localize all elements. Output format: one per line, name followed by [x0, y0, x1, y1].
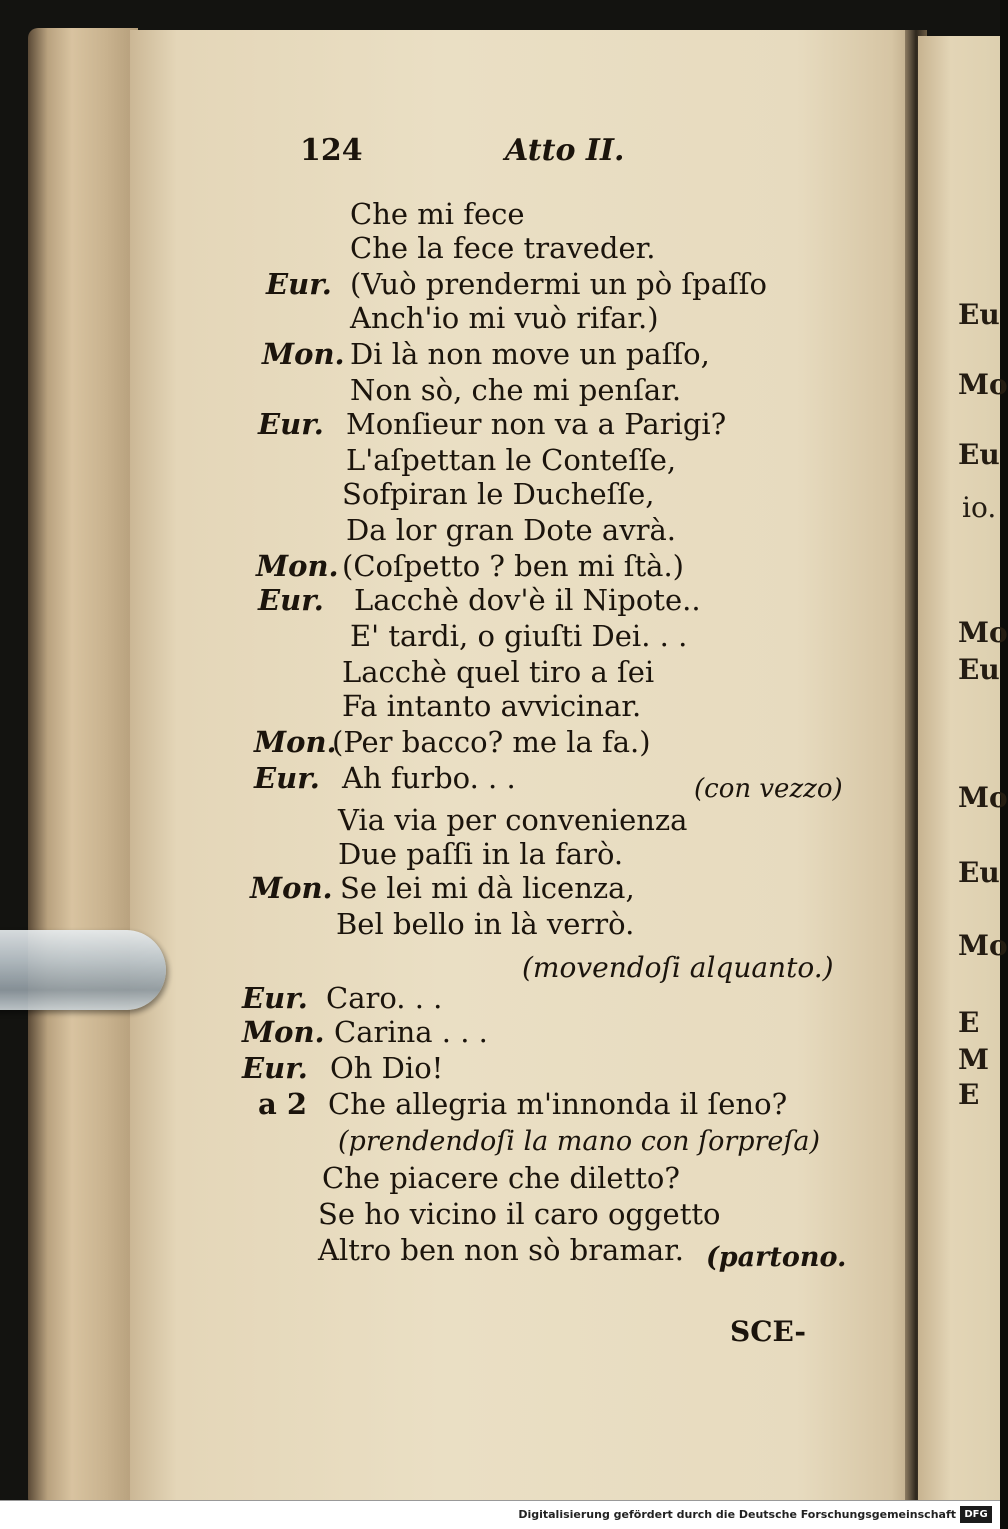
funding-credit: Digitalisierung gefördert durch die Deutsche Forschungsgemeinschaft: [518, 1508, 956, 1521]
stage-direction: (prendendoſi la mano con ſorpreſa): [338, 1126, 821, 1157]
verse-line: E' tardi, o giuſti Dei. . .: [350, 619, 688, 653]
facing-page-fragment: M: [958, 1043, 989, 1076]
verse-line: Non sò, che mi penſar.: [350, 373, 682, 407]
facing-page-fragment: Eu: [958, 298, 1000, 331]
verse-line: (Coſpetto ? ben mi ſtà.): [342, 549, 684, 583]
stage-direction: (con vezzo): [694, 774, 843, 804]
facing-page-fragment: Mo: [958, 929, 1008, 962]
facing-page-fragment: Eu: [958, 438, 1000, 471]
verse-line: Che allegria m'innonda il ſeno?: [328, 1087, 788, 1121]
dfg-logo: DFG: [960, 1506, 992, 1523]
speaker-label: Eur.: [258, 583, 324, 617]
speaker-label: Mon.: [254, 725, 337, 759]
verse-line: Se ho vicino il caro oggetto: [318, 1197, 721, 1231]
speaker-label: Eur.: [242, 1051, 308, 1085]
verse-line: Carina . . .: [334, 1015, 488, 1049]
facing-page-fragment: Mo: [958, 616, 1008, 649]
facing-page-fragment: Eu: [958, 653, 1000, 686]
speaker-label: Mon.: [262, 337, 345, 371]
verse-line: Che mi fece: [350, 197, 525, 231]
verse-line: Anch'io mi vuò rifar.): [350, 301, 659, 335]
verse-line: Che la fece traveder.: [350, 231, 656, 265]
verse-line: Monſieur non va a Parigi?: [346, 407, 727, 441]
speaker-label: Eur.: [266, 267, 332, 301]
facing-page-fragment: io.: [962, 491, 997, 524]
verse-line: (Per bacco? me la fa.): [332, 725, 651, 759]
running-head: Atto II.: [505, 133, 625, 168]
facing-page-fragment: Mo: [958, 781, 1008, 814]
verse-line: Lacchè dov'è il Nipote..: [354, 583, 701, 617]
book-page-edges: [28, 28, 138, 1508]
facing-page-fragment: Mo: [958, 368, 1008, 401]
speaker-label: Eur.: [242, 981, 308, 1015]
facing-page-fragment: E: [958, 1078, 980, 1111]
facing-page-fragment: E: [958, 1006, 980, 1039]
speaker-label: a 2: [258, 1087, 308, 1121]
page-number: 124: [300, 133, 363, 168]
speaker-label: Eur.: [258, 407, 324, 441]
verse-line: Che piacere che diletto?: [322, 1161, 680, 1195]
facing-page-fragment: Eu: [958, 856, 1000, 889]
verse-line: Ah furbo. . .: [342, 761, 516, 795]
verse-line: (Vuò prendermi un pò ſpaſſo: [350, 267, 767, 301]
stage-direction: (partono.: [706, 1242, 847, 1273]
verse-line: Lacchè quel tiro a ſei: [342, 655, 655, 689]
speaker-label: Mon.: [256, 549, 339, 583]
speaker-label: Eur.: [254, 761, 320, 795]
verse-line: Caro. . .: [326, 981, 443, 1015]
verse-line: Oh Dio!: [330, 1051, 444, 1085]
verse-line: Due paſſi in la farò.: [338, 837, 624, 871]
verse-line: Di là non move un paſſo,: [350, 337, 710, 371]
footer-bar: [0, 1500, 1000, 1529]
verse-line: Se lei mi dà licenza,: [340, 871, 635, 905]
speaker-label: Mon.: [242, 1015, 325, 1049]
catchword: SCE-: [730, 1315, 806, 1348]
verse-line: Bel bello in là verrò.: [336, 907, 635, 941]
verse-line: Da lor gran Dote avrà.: [346, 513, 676, 547]
speaker-label: Mon.: [250, 871, 333, 905]
verse-line: Fa intanto avvicinar.: [342, 689, 642, 723]
verse-line: Altro ben non sò bramar.: [318, 1233, 685, 1267]
verse-line: Sofpiran le Ducheſſe,: [342, 477, 655, 511]
page-holder-clip: [0, 930, 166, 1010]
stage-direction: (movendoſi alquanto.): [522, 951, 834, 984]
facing-page: [918, 36, 1008, 1500]
verse-line: L'aſpettan le Conteſſe,: [346, 443, 677, 477]
verse-line: Via via per convenienza: [338, 803, 688, 837]
